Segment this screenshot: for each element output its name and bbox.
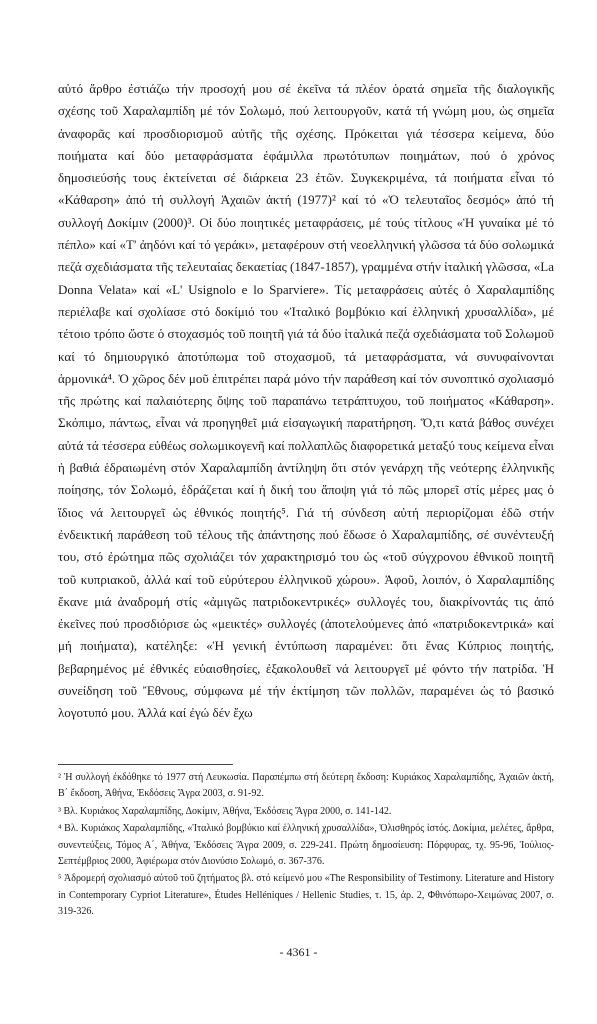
main-text [58, 78, 554, 725]
footnote-separator [58, 764, 233, 765]
body-paragraph: αὐτό ἄρθρο ἐστιάζω τήν προσοχή μου σέ ἐκεῖνα τά πλέον ὁρατά σημεῖα τῆς διαλογικῆς σχέσης τοῦ Χαραλαμπίδη μέ τόν Σολωμό, πού λειτουργοῦν, κατά τή γνώμη μου, ὡς σημεῖα ἀναφορᾶς καί προσδιορισμοῦ αὐτῆς τῆς σχέσης. Πρόκειται γιά τέσσερα κείμενα, δύο ποιήματα καί δύο μεταφράσματα ἐφάμιλλα πρωτότυπων ποιημάτων, πού ὁ χρόνος δημοσιεύσής τους ἐκτείνεται σέ διάρκεια 23 ἐτῶν. Συγκεκριμένα, τά ποιήματα εἶναι τό «Κάθαρση» ἀπό τή συλλογή Ἀχαιῶν ἀκτή (1977)² καί τό «Ὁ τελευταῖος δεσμός» ἀπό τή συλλογή Δοκίμιν (2000)³. Οἱ δύο ποιητικές μεταφράσεις, μέ τούς τίτλους «Ἡ γυναίκα μέ τό πέπλο» καί «Τ' ἀηδόνι καί τό γεράκι», μεταφέρουν στή νεοελληνική γλῶσσα τά δύο σολωμικά πεζά σχεδιάσματα τῆς τελευταίας δεκαετίας (1847-1857), γραμμένα στήν ἰταλική γλῶσσα, «La Donna Velata» καί «L' Usignolo e lo Sparviere». Τίς μεταφράσεις αὐτές ὁ Χαραλαμπίδης περιέλαβε καί σχολίασε στό δοκίμιό του «Ἰταλικό βομβύκιο καί ἑλληνική χρυσαλλίδα», μέ τέτοιο τρόπο ὥστε ὁ στοχασμός τοῦ ποιητῆ γιά τά δύο ἰταλικά πεζά σχεδιάσματα τοῦ Σολωμοῦ καί τό δημιουργικό ἀποτύπωμα τοῦ στοχασμοῦ, τά μεταφράσματα, νά συνυφαίνονται ἁρμονικά⁴. Ὁ χῶρος δέν μοῦ ἐπιτρέπει παρά μόνο τήν παράθεση καί τόν συνοπτικό σχολιασμό τῆς πρώτης καί παλαιότερης ὄψης τοῦ παραπάνω τετράπτυχου, τοῦ ποιήματος «Κάθαρση». Σκόπιμο, πάντως, εἶναι νά προηγηθεῖ μιά εἰσαγωγική παρατήρηση. Ὅ,τι κατά βάθος συνέχει αὐτά τά τέσσερα εὐθέως σολωμικογενῆ καί πολλαπλῶς διαφορετικά μεταξύ τους κείμενα εἶναι ἡ βαθιά ἑδραιωμένη στόν Χαραλαμπίδη ἀντίληψη ὅτι στόν γενάρχη τῆς νεότερης ἑλληνικῆς ποίησης, τόν Σολωμό, ἑδράζεται καί ἡ δική του ἄποψη γιά τό πῶς μπορεῖ στίς μέρες μας ὁ ἴδιος νά λειτουργεῖ ὡς ἐθνικός ποιητής⁵. Γιά τή σύνδεση αὐτή περιορίζομαι ἐδῶ στήν ἐνδεικτική παράθεση τοῦ τέλους τῆς ἀπάντησης πού ἔδωσε ὁ Χαραλαμπίδης, σέ συνέντευξή του, στό ἐρώτημα πῶς σχολιάζει τόν χαρακτηρισμό του ὡς «τοῦ σύγχρονου ἐθνικοῦ ποιητῆ τοῦ κυπριακοῦ, ἀλλά καί τοῦ εὐρύτερου ἑλληνικοῦ χώρου». Ἀφοῦ, λοιπόν, ὁ Χαραλαμπίδης ἔκανε μιά ἀναδρομή στίς «ἀμιγῶς πατριδοκεντρικές» συλλογές του, διακρίνοντάς τις ἀπό ἐκεῖνες πού προσδιόρισε ὡς «μεικτές» συλλογές (ἀποτελούμενες ἀπό «πατριδοκεντρικά» καί μή ποιήματα), κατέληξε: «Ἡ γενική ἐντύπωση παραμένει: ὅτι ἕνας Κύπριος ποιητής, βεβαρημένος μέ ἐθνικές εὐαισθησίες, ἐξακολουθεῖ νά λειτουργεῖ μέ φόντο τήν πατρίδα. Ἡ συνείδηση τοῦ Ἔθνους, σύμφωνα μέ τήν ἐκτίμηση τῶν πολλῶν, παραμένει ὡς τό βασικό λογοτυπό μου. Ἀλλά καί ἐγώ δέν ἔχω [58, 81, 554, 721]
footnote-3: ³ Βλ. Κυριάκος Χαραλαμπίδης, Δοκίμιν, Ἀθήνα, Ἐκδόσεις Ἄγρα 2000, σ. 141-142. [58, 805, 392, 817]
footnote-2: ² Ἡ συλλογή ἐκδόθηκε τό 1977 στή Λευκωσία. Παραπέμπω στή δεύτερη ἔκδοση: Κυριάκος Χαραλαμπίδης, Ἀχαιῶν ἀκτή, Β΄ ἔκδοση, Ἀθήνα, Ἐκδόσεις Ἄγρα 2003, σ. 91-92. [58, 772, 554, 800]
footnotes [58, 770, 554, 922]
body-text-block [58, 78, 554, 725]
footnote-4: ⁴ Βλ. Κυριάκος Χαραλαμπίδης, «Ἰταλικό βομβύκιο καί ἑλληνική χρυσαλλίδα», Ὀλισθηρός ἰστός. Δοκίμια, μελέτες, ἄρθρα, συνεντεύξεις, Τόμος Α΄, Ἀθήνα, Ἐκδόσεις Ἄγρα 2009, σ. 229-241. Πρώτη δημοσίευση: Πόρφυρας, τχ. 95-96, Ἰούλιος-Σεπτέμβριος 2000, Ἀφιέρωμα στόν Διονύσιο Σολωμό, σ. 367-376. [58, 823, 554, 868]
footnote-5: ⁵ Ἀδρομερή σχολιασμό αὐτοῦ τοῦ ζητήματος βλ. στό κείμενό μου «The Responsibility of Testimony. Literature and History in Contemporary Cypriot Literature», Études Helléniques / Hellenic Studies, τ. 15, ἀρ. 2, Φθινόπωρο-Χειμώνας 2007, σ. 319-326. [58, 873, 554, 918]
page-number: - 4361 - [279, 945, 318, 959]
